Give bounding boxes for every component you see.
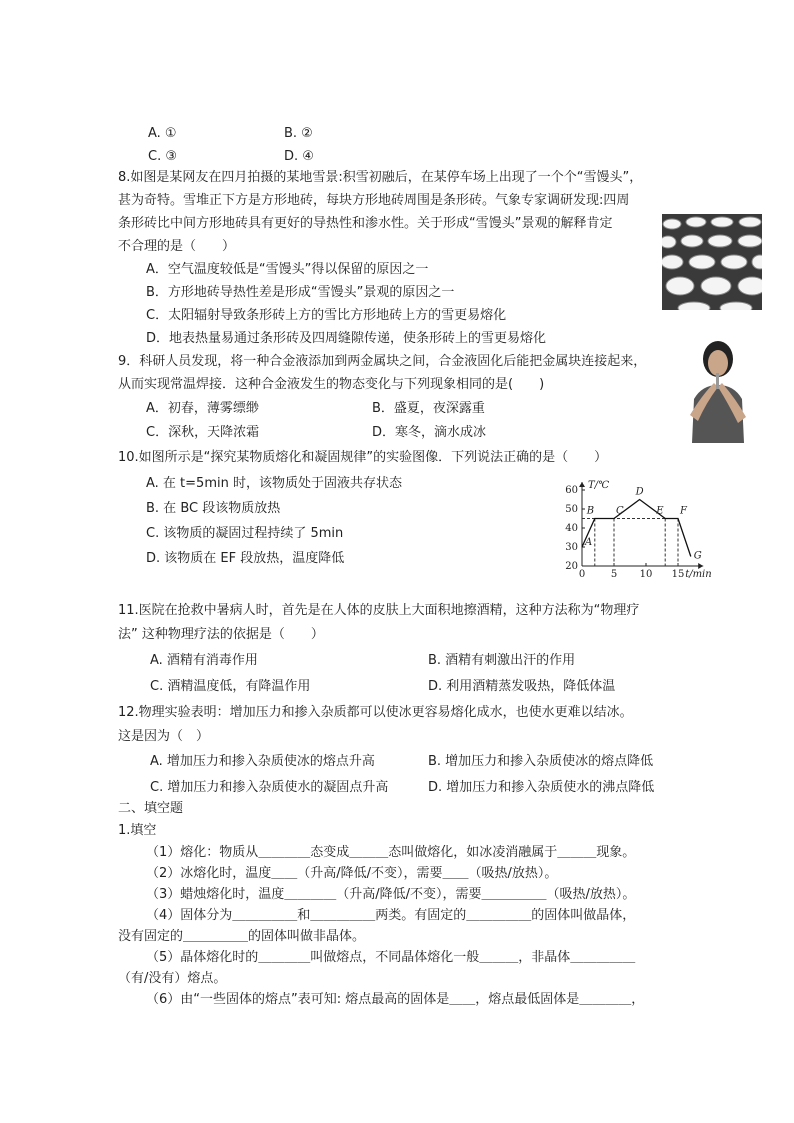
q7-option-d: D. ④ (284, 149, 314, 164)
point-label-d: D (635, 486, 644, 498)
fill-line: （6）由“一些固体的熔点”表可知: 熔点最高的固体是＿＿，熔点最低固体是＿＿＿＿， (146, 992, 645, 1007)
point-label-b: B (586, 505, 595, 517)
q12-option-d: D. 增加压力和掺入杂质使水的沸点降低 (428, 780, 655, 795)
y-tick-label: 30 (565, 542, 578, 553)
q8-option-a: A．空气温度较低是“雪馒头”得以保留的原因之一 (146, 262, 429, 277)
point-label-f: F (680, 505, 687, 517)
q11-stem-line: 11.医院在抢救中暑病人时，首先是在人体的皮肤上大面积地擦酒精，这种方法称为“物理疗 (118, 603, 640, 618)
section-title: 二、填空题 (118, 801, 184, 816)
q10-option-b: B. 在 BC 段该物质放热 (146, 501, 281, 516)
q8-stem-line: 不合理的是（ ） (118, 239, 236, 254)
q12-stem-line: 12.物理实验表明：增加压力和掺入杂质都可以使冰更容易熔化成水，也使水更难以结冰。 (118, 705, 633, 720)
q11-stem-line: 法” 这种物理疗法的依据是（ ） (118, 627, 324, 642)
point-label-g: G (693, 550, 702, 562)
fill-line: 没有固定的＿＿＿＿＿的固体叫做非晶体。 (118, 929, 366, 944)
point-label-e: E (656, 505, 664, 517)
y-tick-label: 20 (565, 561, 578, 572)
q7-option-b: B. ② (284, 126, 313, 141)
y-tick-label: 40 (565, 523, 578, 534)
q7-option-c: C. ③ (148, 149, 177, 164)
q9-stem-line: 9．科研人员发现，将一种合金液添加到两金属块之间，合金液固化后能把金属块连接起来， (118, 354, 647, 369)
q9-stem-line: 从而实现常温焊接．这种合金液发生的物态变化与下列现象相同的是( ) (118, 377, 545, 392)
q11-option-a: A. 酒精有消毒作用 (150, 653, 258, 668)
q8-stem-line: 8.如图是某网友在四月拍摄的某地雪景:积雪初融后，在某停车场上出现了一个个“雪馒头”， (118, 170, 643, 185)
q12-option-a: A. 增加压力和掺入杂质使冰的熔点升高 (150, 754, 375, 769)
person-photo (682, 337, 754, 443)
fill-line: （有/没有）熔点。 (118, 971, 227, 986)
q12-option-b: B. 增加压力和掺入杂质使冰的熔点降低 (428, 754, 654, 769)
fill-line: （5）晶体熔化时的＿＿＿＿叫做熔点，不同晶体熔化一般＿＿＿，非晶体＿＿＿＿＿ (146, 950, 636, 965)
x-axis-label: t/min (685, 569, 712, 580)
q11-option-b: B. 酒精有刺激出汗的作用 (428, 653, 576, 668)
question-number: 1.填空 (118, 823, 157, 838)
fill-line: （4）固体分为＿＿＿＿＿和＿＿＿＿＿两类。有固定的＿＿＿＿＿的固体叫做晶体， (146, 908, 636, 923)
q9-option-d: D．寒冬，滴水成冰 (372, 425, 487, 440)
q8-option-c: C．太阳辐射导致条形砖上方的雪比方形地砖上方的雪更易熔化 (146, 308, 507, 323)
x-tick-label: 0 (578, 569, 586, 580)
y-tick-label: 50 (565, 504, 578, 515)
temperature-series-line (582, 500, 691, 557)
q9-option-a: A．初春，薄雾缥缈 (146, 401, 259, 416)
q10-option-c: C. 该物质的凝固过程持续了 5min (146, 526, 344, 541)
q8-stem-line: 条形砖比中间方形地砖具有更好的导热性和渗水性。关于形成“雪馒头”景观的解释肯定 (118, 216, 613, 231)
y-tick-label: 60 (565, 485, 578, 496)
y-axis-arrow (579, 482, 585, 487)
x-tick-label: 15 (671, 569, 685, 580)
q11-option-d: D. 利用酒精蒸发吸热，降低体温 (428, 679, 616, 694)
q8-stem-line: 甚为奇特。雪堆正下方是方形地砖，每块方形地砖周围是条形砖。气象专家调研发现:四周 (118, 193, 630, 208)
snow-mounds-photo (662, 214, 762, 310)
q9-option-b: B．盛夏，夜深露重 (372, 401, 485, 416)
q10-option-a: A. 在 t=5min 时，该物质处于固液共存状态 (146, 476, 402, 491)
y-axis-label: T/℃ (588, 480, 610, 491)
fill-line: （3）蜡烛熔化时，温度＿＿＿＿（升高/降低/不变），需要＿＿＿＿＿（吸热/放热）。 (146, 887, 636, 902)
q10-option-d: D. 该物质在 EF 段放热，温度降低 (146, 551, 345, 566)
q10-stem: 10.如图所示是“探究某物质熔化和凝固规律”的实验图像．下列说法正确的是（ ） (118, 450, 608, 465)
q8-option-b: B．方形地砖导热性差是形成“雪馒头”景观的原因之一 (146, 285, 455, 300)
temperature-time-chart (560, 472, 730, 582)
x-tick-label: 10 (639, 569, 653, 580)
fill-line: （1）熔化：物质从＿＿＿＿态变成＿＿＿态叫做熔化，如冰凌消融属于＿＿＿现象。 (146, 845, 636, 860)
fill-line: （2）冰熔化时，温度＿＿（升高/降低/不变），需要＿＿（吸热/放热）。 (146, 866, 558, 881)
x-tick-label: 5 (610, 569, 618, 580)
q7-option-a: A. ① (148, 126, 177, 141)
q8-option-d: D．地表热量易通过条形砖及四周缝隙传递，使条形砖上的雪更易熔化 (146, 331, 547, 346)
q12-stem-line: 这是因为（ ） (118, 729, 210, 744)
q11-option-c: C. 酒精温度低，有降温作用 (150, 679, 311, 694)
q12-option-c: C. 增加压力和掺入杂质使水的凝固点升高 (150, 780, 389, 795)
q9-option-c: C．深秋，天降浓霜 (146, 425, 260, 440)
point-label-c: C (616, 505, 624, 517)
point-label-a: A (585, 537, 593, 548)
